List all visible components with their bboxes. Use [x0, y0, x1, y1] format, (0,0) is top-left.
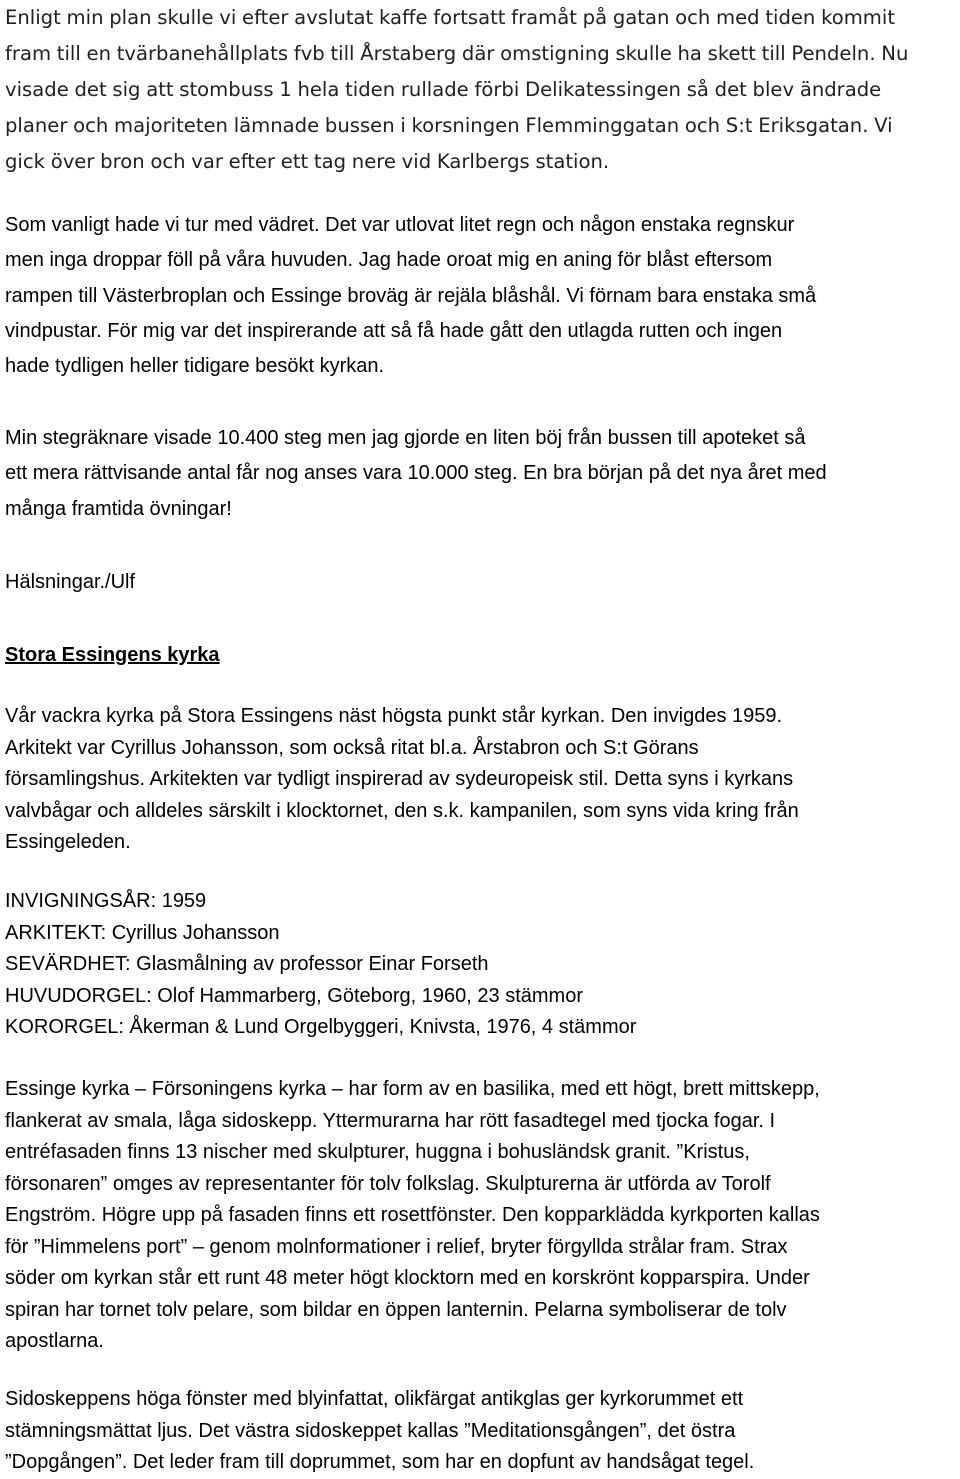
text-line: Min stegräknare visade 10.400 steg men jag gjorde en liten böj från bussen till apoteket så: [5, 427, 806, 449]
text-line: KORORGEL: Åkerman & Lund Orgelbyggeri, Knivsta, 1976, 4 stämmor: [5, 1016, 637, 1038]
text-line: ARKITEKT: Cyrillus Johansson: [5, 921, 280, 944]
windows-paragraph: [5, 1384, 955, 1479]
text-line: ett mera rättvisande antal får nog anses vara 10.000 steg. En bra början på det nya året med: [5, 462, 827, 485]
church-description-paragraph: [5, 701, 955, 859]
text-line: Enligt min plan skulle vi efter avslutat kaffe fortsatt framåt på gatan och med tiden kommit: [5, 6, 896, 29]
text-line: församlingshus. Arkitekten var tydligt inspirerad av sydeuropeisk stil. Detta syns i kyrkans: [5, 768, 794, 790]
text-line: många framtida övningar!: [5, 497, 232, 520]
text-line: Som vanligt hade vi tur med vädret. Det var utlovat litet regn och någon enstaka regnskur: [5, 214, 795, 236]
text-line: Arkitekt var Cyrillus Johansson, som också ritat bl.a. Årstabron och S:t Görans: [5, 736, 699, 759]
text-line: valvbågar och alldeles särskilt i klocktornet, den s.k. kampanilen, som syns vida kring från: [5, 799, 799, 822]
text-line: stämningsmättat ljus. Det västra sidoskeppet kallas ”Meditationsgången”, det östra: [5, 1419, 736, 1442]
text-line: Essingeleden.: [5, 831, 131, 853]
text-line: planer och majoriteten lämnade bussen i korsningen Flemminggatan och S:t Eriksgatan. Vi: [5, 114, 893, 137]
text-line: flankerat av smala, låga sidoskepp. Yttermurarna har rött fasadtegel med tjocka fogar. I: [5, 1109, 776, 1132]
text-line: försonaren” omges av representanter för tolv folkslag. Skulpturerna är utförda av Torolf: [5, 1172, 771, 1195]
text-line: men inga droppar föll på våra huvuden. Jag hade oroat mig en aning för blåst eftersom: [5, 249, 773, 272]
signoff-text: Hälsningar./Ulf: [5, 571, 136, 593]
architecture-paragraph: [5, 1074, 955, 1358]
text-line: fram till en tvärbanehållplats fvb till Årstaberg där omstigning skulle ha skett till Pendeln. Nu: [5, 42, 909, 65]
text-line: SEVÄRDHET: Glasmålning av professor Einar Forseth: [5, 953, 489, 975]
text-line: HUVUDORGEL: Olof Hammarberg, Göteborg, 1960, 23 stämmor: [5, 984, 583, 1007]
church-facts-list: [5, 886, 955, 1044]
steps-paragraph: [5, 421, 955, 527]
text-line: Essinge kyrka – Försoningens kyrka – har form av en basilika, med ett högt, brett mittskepp,: [5, 1078, 820, 1100]
text-line: gick över bron och var efter ett tag nere vid Karlbergs station.: [5, 150, 610, 173]
text-line: entréfasaden finns 13 nischer med skulpturer, huggna i bohusländsk granit. ”Kristus,: [5, 1141, 750, 1163]
text-line: ”Dopgången”. Det leder fram till doprummet, som har en dopfunt av handsågat tegel.: [5, 1451, 755, 1473]
text-line: för ”Himmelens port” – genom molnformationer i relief, bryter förgyllda strålar fram. Strax: [5, 1235, 788, 1258]
signoff: [5, 565, 955, 600]
text-line: söder om kyrkan står ett runt 48 meter högt klocktorn med en korskrönt kopparspira. Under: [5, 1267, 810, 1289]
text-line: INVIGNINGSÅR: 1959: [5, 890, 207, 912]
section-heading: Stora Essingens kyrka: [5, 644, 220, 666]
text-line: Vår vackra kyrka på Stora Essingens näst högsta punkt står kyrkan. Den invigdes 1959.: [5, 705, 783, 727]
text-line: vindpustar. För mig var det inspirerande att så få hade gått den utlagda rutten och ingen: [5, 319, 783, 342]
weather-paragraph: [5, 208, 955, 384]
text-line: spiran har tornet tolv pelare, som bildar en öppen lanternin. Pelarna symboliserar de tolv: [5, 1298, 787, 1321]
intro-paragraph: [5, 0, 955, 180]
text-line: visade det sig att stombuss 1 hela tiden rullade förbi Delikatessingen så det blev ändrade: [5, 78, 882, 101]
text-line: apostlarna.: [5, 1330, 104, 1352]
text-line: Sidoskeppens höga fönster med blyinfattat, olikfärgat antikglas ger kyrkorummet ett: [5, 1388, 744, 1410]
text-line: hade tydligen heller tidigare besökt kyrkan.: [5, 355, 385, 378]
text-line: rampen till Västerbroplan och Essinge broväg är rejäla blåshål. Vi förnam bara enstaka små: [5, 284, 817, 307]
text-line: Engström. Högre upp på fasaden finns ett rosettfönster. Den kopparklädda kyrkporten kallas: [5, 1204, 820, 1226]
